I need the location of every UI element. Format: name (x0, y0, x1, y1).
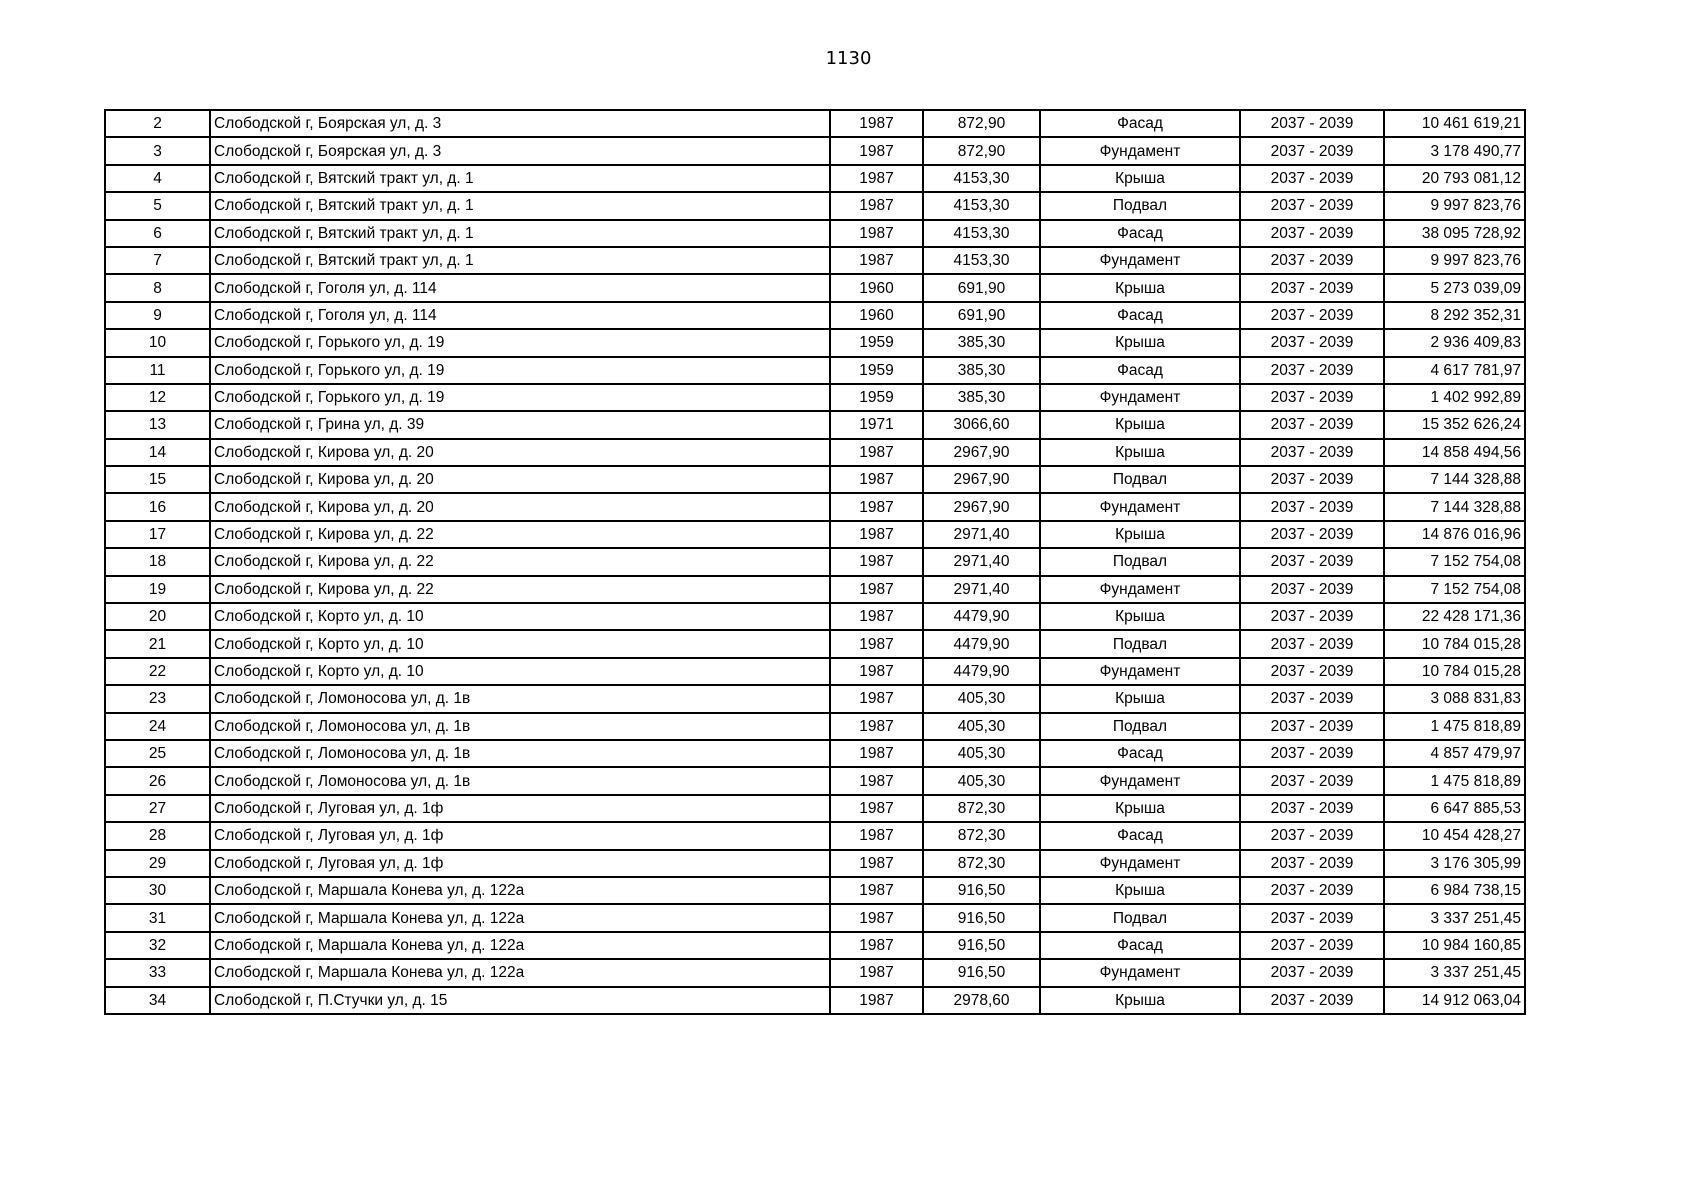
cost-cell: 14 876 016,96 (1384, 521, 1525, 548)
cost-cell: 6 647 885,53 (1384, 795, 1525, 822)
work-type-cell: Фасад (1040, 357, 1240, 384)
area-cell: 2967,90 (923, 466, 1040, 493)
table-row (105, 411, 1525, 438)
build-year-cell: 1987 (830, 713, 923, 740)
row-number-cell: 12 (105, 384, 210, 411)
address-cell: Слободской г, Горького ул, д. 19 (210, 384, 830, 411)
table-row (105, 329, 1525, 356)
cost-cell: 3 337 251,45 (1384, 959, 1525, 986)
cost-cell: 3 337 251,45 (1384, 904, 1525, 931)
row-number-cell: 5 (105, 192, 210, 219)
table-row (105, 685, 1525, 712)
period-cell: 2037 - 2039 (1240, 767, 1384, 794)
cost-cell: 6 984 738,15 (1384, 877, 1525, 904)
build-year-cell: 1987 (830, 630, 923, 657)
table-row (105, 302, 1525, 329)
work-type-cell: Фундамент (1040, 247, 1240, 274)
build-year-cell: 1987 (830, 822, 923, 849)
period-cell: 2037 - 2039 (1240, 932, 1384, 959)
work-type-cell: Фасад (1040, 302, 1240, 329)
row-number-cell: 16 (105, 493, 210, 520)
table-row (105, 521, 1525, 548)
address-cell: Слободской г, Корто ул, д. 10 (210, 603, 830, 630)
period-cell: 2037 - 2039 (1240, 192, 1384, 219)
row-number-cell: 6 (105, 220, 210, 247)
work-type-cell: Подвал (1040, 713, 1240, 740)
area-cell: 4479,90 (923, 603, 1040, 630)
area-cell: 872,30 (923, 795, 1040, 822)
table-row (105, 795, 1525, 822)
build-year-cell: 1987 (830, 439, 923, 466)
build-year-cell: 1987 (830, 685, 923, 712)
build-year-cell: 1987 (830, 192, 923, 219)
period-cell: 2037 - 2039 (1240, 713, 1384, 740)
address-cell: Слободской г, Кирова ул, д. 22 (210, 548, 830, 575)
row-number-cell: 33 (105, 959, 210, 986)
cost-cell: 1 475 818,89 (1384, 767, 1525, 794)
table-row (105, 110, 1525, 137)
address-cell: Слободской г, Кирова ул, д. 22 (210, 576, 830, 603)
work-type-cell: Крыша (1040, 521, 1240, 548)
work-type-cell: Подвал (1040, 192, 1240, 219)
table-row (105, 877, 1525, 904)
build-year-cell: 1987 (830, 548, 923, 575)
build-year-cell: 1987 (830, 220, 923, 247)
work-type-cell: Крыша (1040, 795, 1240, 822)
cost-cell: 9 997 823,76 (1384, 247, 1525, 274)
period-cell: 2037 - 2039 (1240, 548, 1384, 575)
period-cell: 2037 - 2039 (1240, 357, 1384, 384)
address-cell: Слободской г, Корто ул, д. 10 (210, 658, 830, 685)
row-number-cell: 28 (105, 822, 210, 849)
area-cell: 2967,90 (923, 493, 1040, 520)
build-year-cell: 1987 (830, 603, 923, 630)
table-row (105, 713, 1525, 740)
area-cell: 4153,30 (923, 247, 1040, 274)
table-row (105, 658, 1525, 685)
work-type-cell: Фундамент (1040, 658, 1240, 685)
work-type-cell: Фасад (1040, 220, 1240, 247)
table-row (105, 850, 1525, 877)
area-cell: 2971,40 (923, 576, 1040, 603)
build-year-cell: 1987 (830, 521, 923, 548)
table-row (105, 904, 1525, 931)
area-cell: 4153,30 (923, 192, 1040, 219)
address-cell: Слободской г, Луговая ул, д. 1ф (210, 850, 830, 877)
cost-cell: 10 784 015,28 (1384, 658, 1525, 685)
row-number-cell: 11 (105, 357, 210, 384)
work-type-cell: Крыша (1040, 685, 1240, 712)
address-cell: Слободской г, Вятский тракт ул, д. 1 (210, 247, 830, 274)
area-cell: 4479,90 (923, 658, 1040, 685)
area-cell: 385,30 (923, 384, 1040, 411)
area-cell: 691,90 (923, 302, 1040, 329)
row-number-cell: 31 (105, 904, 210, 931)
period-cell: 2037 - 2039 (1240, 493, 1384, 520)
period-cell: 2037 - 2039 (1240, 603, 1384, 630)
table-row (105, 822, 1525, 849)
row-number-cell: 15 (105, 466, 210, 493)
row-number-cell: 27 (105, 795, 210, 822)
area-cell: 916,50 (923, 877, 1040, 904)
row-number-cell: 9 (105, 302, 210, 329)
row-number-cell: 34 (105, 987, 210, 1014)
cost-cell: 14 912 063,04 (1384, 987, 1525, 1014)
period-cell: 2037 - 2039 (1240, 576, 1384, 603)
cost-cell: 3 178 490,77 (1384, 137, 1525, 164)
build-year-cell: 1960 (830, 274, 923, 301)
work-type-cell: Фундамент (1040, 493, 1240, 520)
table-row (105, 192, 1525, 219)
work-type-cell: Фасад (1040, 932, 1240, 959)
address-cell: Слободской г, Горького ул, д. 19 (210, 357, 830, 384)
address-cell: Слободской г, Боярская ул, д. 3 (210, 110, 830, 137)
work-type-cell: Крыша (1040, 411, 1240, 438)
cost-cell: 38 095 728,92 (1384, 220, 1525, 247)
build-year-cell: 1959 (830, 329, 923, 356)
build-year-cell: 1987 (830, 987, 923, 1014)
row-number-cell: 30 (105, 877, 210, 904)
work-type-cell: Фасад (1040, 740, 1240, 767)
work-type-cell: Фасад (1040, 110, 1240, 137)
period-cell: 2037 - 2039 (1240, 411, 1384, 438)
period-cell: 2037 - 2039 (1240, 658, 1384, 685)
area-cell: 4479,90 (923, 630, 1040, 657)
period-cell: 2037 - 2039 (1240, 685, 1384, 712)
row-number-cell: 22 (105, 658, 210, 685)
row-number-cell: 18 (105, 548, 210, 575)
cost-cell: 4 857 479,97 (1384, 740, 1525, 767)
area-cell: 4153,30 (923, 165, 1040, 192)
page-number: 1130 (825, 48, 872, 69)
table-row (105, 740, 1525, 767)
address-cell: Слободской г, Маршала Конева ул, д. 122а (210, 877, 830, 904)
cost-cell: 14 858 494,56 (1384, 439, 1525, 466)
build-year-cell: 1987 (830, 959, 923, 986)
period-cell: 2037 - 2039 (1240, 466, 1384, 493)
area-cell: 405,30 (923, 685, 1040, 712)
area-cell: 2978,60 (923, 987, 1040, 1014)
area-cell: 916,50 (923, 904, 1040, 931)
cost-cell: 4 617 781,97 (1384, 357, 1525, 384)
table-row (105, 548, 1525, 575)
build-year-cell: 1987 (830, 466, 923, 493)
area-cell: 405,30 (923, 740, 1040, 767)
area-cell: 3066,60 (923, 411, 1040, 438)
cost-cell: 7 144 328,88 (1384, 493, 1525, 520)
row-number-cell: 10 (105, 329, 210, 356)
period-cell: 2037 - 2039 (1240, 822, 1384, 849)
row-number-cell: 25 (105, 740, 210, 767)
period-cell: 2037 - 2039 (1240, 165, 1384, 192)
table-row (105, 630, 1525, 657)
address-cell: Слободской г, Гоголя ул, д. 114 (210, 274, 830, 301)
period-cell: 2037 - 2039 (1240, 850, 1384, 877)
work-type-cell: Крыша (1040, 165, 1240, 192)
table-row (105, 137, 1525, 164)
address-cell: Слободской г, Вятский тракт ул, д. 1 (210, 220, 830, 247)
period-cell: 2037 - 2039 (1240, 630, 1384, 657)
work-type-cell: Подвал (1040, 466, 1240, 493)
period-cell: 2037 - 2039 (1240, 274, 1384, 301)
work-type-cell: Крыша (1040, 987, 1240, 1014)
address-cell: Слободской г, Кирова ул, д. 20 (210, 493, 830, 520)
area-cell: 872,30 (923, 822, 1040, 849)
address-cell: Слободской г, Горького ул, д. 19 (210, 329, 830, 356)
build-year-cell: 1987 (830, 877, 923, 904)
build-year-cell: 1987 (830, 165, 923, 192)
area-cell: 405,30 (923, 767, 1040, 794)
period-cell: 2037 - 2039 (1240, 795, 1384, 822)
cost-cell: 15 352 626,24 (1384, 411, 1525, 438)
work-type-cell: Подвал (1040, 548, 1240, 575)
address-cell: Слободской г, Маршала Конева ул, д. 122а (210, 959, 830, 986)
address-cell: Слободской г, Луговая ул, д. 1ф (210, 795, 830, 822)
address-cell: Слободской г, Кирова ул, д. 20 (210, 439, 830, 466)
cost-cell: 3 088 831,83 (1384, 685, 1525, 712)
area-cell: 872,90 (923, 110, 1040, 137)
period-cell: 2037 - 2039 (1240, 740, 1384, 767)
row-number-cell: 21 (105, 630, 210, 657)
row-number-cell: 29 (105, 850, 210, 877)
address-cell: Слободской г, Ломоносова ул, д. 1в (210, 740, 830, 767)
period-cell: 2037 - 2039 (1240, 137, 1384, 164)
period-cell: 2037 - 2039 (1240, 329, 1384, 356)
build-year-cell: 1960 (830, 302, 923, 329)
row-number-cell: 4 (105, 165, 210, 192)
table-row (105, 932, 1525, 959)
build-year-cell: 1987 (830, 493, 923, 520)
table-row (105, 357, 1525, 384)
address-cell: Слободской г, Вятский тракт ул, д. 1 (210, 165, 830, 192)
area-cell: 2971,40 (923, 548, 1040, 575)
build-year-cell: 1987 (830, 795, 923, 822)
table-row (105, 603, 1525, 630)
row-number-cell: 7 (105, 247, 210, 274)
build-year-cell: 1987 (830, 576, 923, 603)
address-cell: Слободской г, Ломоносова ул, д. 1в (210, 767, 830, 794)
cost-cell: 1 475 818,89 (1384, 713, 1525, 740)
repair-schedule-table (104, 109, 1526, 1015)
build-year-cell: 1987 (830, 767, 923, 794)
address-cell: Слободской г, Вятский тракт ул, д. 1 (210, 192, 830, 219)
period-cell: 2037 - 2039 (1240, 877, 1384, 904)
build-year-cell: 1987 (830, 850, 923, 877)
period-cell: 2037 - 2039 (1240, 247, 1384, 274)
address-cell: Слободской г, Корто ул, д. 10 (210, 630, 830, 657)
area-cell: 872,30 (923, 850, 1040, 877)
address-cell: Слободской г, Луговая ул, д. 1ф (210, 822, 830, 849)
work-type-cell: Фундамент (1040, 767, 1240, 794)
table-row (105, 493, 1525, 520)
area-cell: 2971,40 (923, 521, 1040, 548)
work-type-cell: Подвал (1040, 904, 1240, 931)
area-cell: 4153,30 (923, 220, 1040, 247)
table-row (105, 767, 1525, 794)
cost-cell: 7 152 754,08 (1384, 548, 1525, 575)
work-type-cell: Крыша (1040, 329, 1240, 356)
row-number-cell: 23 (105, 685, 210, 712)
row-number-cell: 26 (105, 767, 210, 794)
work-type-cell: Фундамент (1040, 137, 1240, 164)
cost-cell: 7 152 754,08 (1384, 576, 1525, 603)
cost-cell: 10 454 428,27 (1384, 822, 1525, 849)
work-type-cell: Фундамент (1040, 384, 1240, 411)
address-cell: Слободской г, Маршала Конева ул, д. 122а (210, 932, 830, 959)
table-body (105, 110, 1525, 1014)
area-cell: 385,30 (923, 329, 1040, 356)
period-cell: 2037 - 2039 (1240, 959, 1384, 986)
table-row (105, 959, 1525, 986)
work-type-cell: Крыша (1040, 603, 1240, 630)
table-row (105, 165, 1525, 192)
cost-cell: 10 461 619,21 (1384, 110, 1525, 137)
address-cell: Слободской г, Маршала Конева ул, д. 122а (210, 904, 830, 931)
address-cell: Слободской г, Боярская ул, д. 3 (210, 137, 830, 164)
row-number-cell: 17 (105, 521, 210, 548)
build-year-cell: 1987 (830, 932, 923, 959)
row-number-cell: 8 (105, 274, 210, 301)
cost-cell: 7 144 328,88 (1384, 466, 1525, 493)
cost-cell: 3 176 305,99 (1384, 850, 1525, 877)
build-year-cell: 1971 (830, 411, 923, 438)
table-row (105, 274, 1525, 301)
cost-cell: 5 273 039,09 (1384, 274, 1525, 301)
cost-cell: 10 984 160,85 (1384, 932, 1525, 959)
address-cell: Слободской г, Ломоносова ул, д. 1в (210, 685, 830, 712)
area-cell: 385,30 (923, 357, 1040, 384)
table-row (105, 247, 1525, 274)
area-cell: 405,30 (923, 713, 1040, 740)
period-cell: 2037 - 2039 (1240, 302, 1384, 329)
work-type-cell: Крыша (1040, 439, 1240, 466)
period-cell: 2037 - 2039 (1240, 521, 1384, 548)
table-row (105, 987, 1525, 1014)
table-row (105, 466, 1525, 493)
row-number-cell: 13 (105, 411, 210, 438)
area-cell: 916,50 (923, 932, 1040, 959)
cost-cell: 10 784 015,28 (1384, 630, 1525, 657)
row-number-cell: 14 (105, 439, 210, 466)
work-type-cell: Крыша (1040, 877, 1240, 904)
work-type-cell: Фасад (1040, 822, 1240, 849)
row-number-cell: 32 (105, 932, 210, 959)
cost-cell: 8 292 352,31 (1384, 302, 1525, 329)
work-type-cell: Фундамент (1040, 576, 1240, 603)
cost-cell: 20 793 081,12 (1384, 165, 1525, 192)
address-cell: Слободской г, Кирова ул, д. 22 (210, 521, 830, 548)
address-cell: Слободской г, Кирова ул, д. 20 (210, 466, 830, 493)
address-cell: Слободской г, Гоголя ул, д. 114 (210, 302, 830, 329)
work-type-cell: Подвал (1040, 630, 1240, 657)
period-cell: 2037 - 2039 (1240, 439, 1384, 466)
build-year-cell: 1987 (830, 658, 923, 685)
area-cell: 691,90 (923, 274, 1040, 301)
period-cell: 2037 - 2039 (1240, 384, 1384, 411)
build-year-cell: 1987 (830, 137, 923, 164)
row-number-cell: 2 (105, 110, 210, 137)
build-year-cell: 1987 (830, 110, 923, 137)
cost-cell: 1 402 992,89 (1384, 384, 1525, 411)
table-row (105, 576, 1525, 603)
period-cell: 2037 - 2039 (1240, 987, 1384, 1014)
table-row (105, 439, 1525, 466)
cost-cell: 2 936 409,83 (1384, 329, 1525, 356)
period-cell: 2037 - 2039 (1240, 904, 1384, 931)
build-year-cell: 1987 (830, 247, 923, 274)
period-cell: 2037 - 2039 (1240, 110, 1384, 137)
address-cell: Слободской г, Грина ул, д. 39 (210, 411, 830, 438)
area-cell: 2967,90 (923, 439, 1040, 466)
cost-cell: 9 997 823,76 (1384, 192, 1525, 219)
address-cell: Слободской г, Ломоносова ул, д. 1в (210, 713, 830, 740)
work-type-cell: Фундамент (1040, 959, 1240, 986)
work-type-cell: Фундамент (1040, 850, 1240, 877)
table-row (105, 384, 1525, 411)
build-year-cell: 1987 (830, 904, 923, 931)
build-year-cell: 1959 (830, 357, 923, 384)
row-number-cell: 19 (105, 576, 210, 603)
area-cell: 916,50 (923, 959, 1040, 986)
work-type-cell: Крыша (1040, 274, 1240, 301)
row-number-cell: 24 (105, 713, 210, 740)
area-cell: 872,90 (923, 137, 1040, 164)
row-number-cell: 3 (105, 137, 210, 164)
row-number-cell: 20 (105, 603, 210, 630)
cost-cell: 22 428 171,36 (1384, 603, 1525, 630)
build-year-cell: 1959 (830, 384, 923, 411)
period-cell: 2037 - 2039 (1240, 220, 1384, 247)
address-cell: Слободской г, П.Стучки ул, д. 15 (210, 987, 830, 1014)
build-year-cell: 1987 (830, 740, 923, 767)
table-row (105, 220, 1525, 247)
